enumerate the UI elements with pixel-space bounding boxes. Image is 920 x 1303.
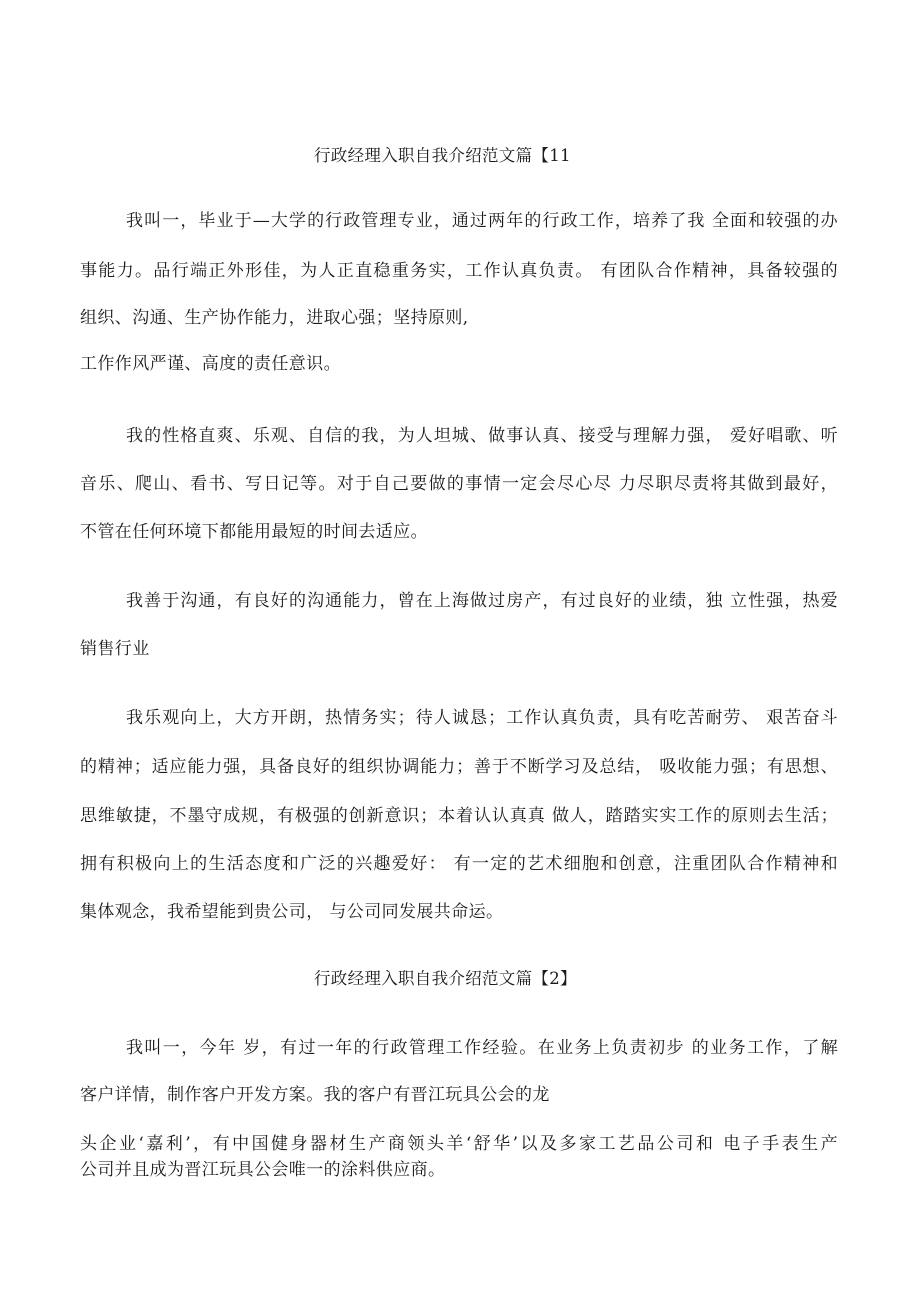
- section-1-para-1-line-4: 工作作风严谨、高度的责任意识。: [80, 354, 341, 374]
- section-1-para-3-line-1: 我善于沟通，有良好的沟通能力，曾在上海做过房产，有过良好的业绩，独 立性强，热爱: [126, 591, 838, 611]
- section-2-para-1-line-2: 客户详情，制作客户开发方案。我的客户有晋江玩具公会的龙: [80, 1085, 550, 1105]
- section-1-para-3-line-2: 销售行业: [80, 639, 150, 659]
- section-1-para-1-line-3: 组织、沟通、生产协作能力，进取心强；坚持原则,: [80, 308, 469, 328]
- section-2-para-2-line-1: 头企业‘嘉利’，有中国健身器材生产商领头羊‘舒华’以及多家工艺品公司和 电子手表生产: [80, 1134, 838, 1154]
- section-1-title: 行政经理入职自我介绍范文篇【11: [314, 146, 571, 165]
- section-1-para-4-line-4: 拥有积极向上的生活态度和广泛的兴趣爱好： 有一定的艺术细胞和创意，注重团队合作精神和: [80, 854, 838, 874]
- section-1-para-4-line-5: 集体观念，我希望能到贵公司， 与公司同发展共命运。: [80, 902, 504, 922]
- section-1-para-4-line-1: 我乐观向上，大方开朗，热情务实；待人诚恳；工作认真负责，具有吃苦耐劳、 艰苦奋斗: [126, 708, 838, 728]
- section-2-para-1-line-1: 我叫一，今年 岁，有过一年的行政管理工作经验。在业务上负责初步 的业务工作，了解: [126, 1038, 838, 1058]
- section-1-para-2-line-2: 音乐、爬山、看书、写日记等。对于自己要做的事情一定会尽心尽 力尽职尽责将其做到最好，: [80, 474, 838, 494]
- section-1-para-4-line-2: 的精神；适应能力强，具备良好的组织协调能力；善于不断学习及总结， 吸收能力强；有思想、: [80, 757, 838, 777]
- section-2-para-2-line-2: 公司并且成为晋江玩具公会唯一的涂料供应商。: [80, 1160, 446, 1180]
- section-1-para-2-line-3: 不管在任何环境下都能用最短的时间去适应。: [80, 522, 428, 542]
- section-2-title: 行政经理入职自我介绍范文篇【2】: [314, 969, 577, 988]
- section-1-para-4-line-3: 思维敏捷，不墨守成规，有极强的创新意识；本着认认真真 做人，踏踏实实工作的原则去生活；: [80, 806, 838, 826]
- section-1-para-1-line-1: 我叫一，毕业于—大学的行政管理专业，通过两年的行政工作，培养了我 全面和较强的办: [126, 211, 838, 231]
- section-1-para-2-line-1: 我的性格直爽、乐观、自信的我，为人坦城、做事认真、接受与理解力强， 爱好唱歌、听: [126, 426, 838, 446]
- section-1-para-1-line-2: 事能力。品行端正外形佳，为人正直稳重务实，工作认真负责。 有团队合作精神，具备较强的: [80, 261, 838, 281]
